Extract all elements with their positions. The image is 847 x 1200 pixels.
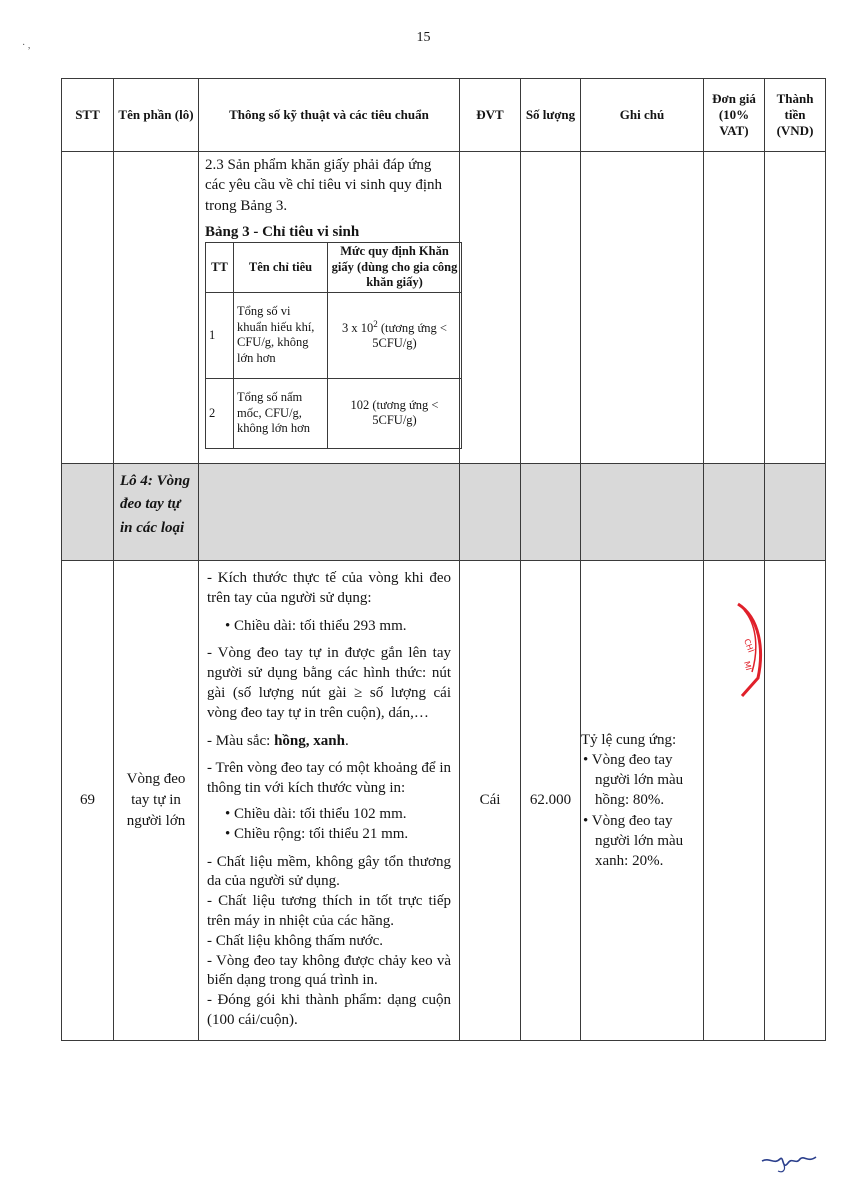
header-dvt: ĐVT	[460, 79, 521, 152]
section-23-text: 2.3 Sản phẩm khăn giấy phải đáp ứng các yêu cầu về chỉ tiêu vi sinh quy định trong Bảng 3.	[205, 157, 443, 214]
spec-line: - Chất liệu mềm, không gây tổn thương da của người sử dụng.	[207, 853, 451, 890]
lot-title: Lô 4: Vòng đeo tay tự in các loại	[114, 464, 199, 561]
header-ten-phan: Tên phần (lô)	[114, 79, 199, 152]
spec-line: - Đóng gói khi thành phẩm: dạng cuộn (100 cái/cuộn).	[207, 992, 451, 1028]
microbial-value: 102 (tương ứng < 5CFU/g)	[328, 378, 462, 448]
note-bullet: • Vòng đeo tay người lớn màu xanh: 20%.	[583, 812, 684, 870]
item-total	[765, 561, 826, 1041]
item-dvt: Cái	[460, 561, 521, 1041]
item-quantity: 62.000	[521, 561, 581, 1041]
header-row	[62, 79, 826, 152]
microbial-tt: 1	[206, 292, 234, 378]
svg-text:MI: MI	[742, 660, 754, 672]
lot-row	[62, 464, 826, 561]
spec-table	[61, 78, 826, 1041]
microbial-header-row	[206, 243, 462, 293]
item-stt: 69	[62, 561, 114, 1041]
microbial-name: Tổng số vi khuẩn hiếu khí, CFU/g, không lớn hơn	[234, 292, 328, 378]
page-number: 15	[416, 30, 431, 45]
microbial-row	[206, 292, 462, 378]
spec-color-line: - Màu sắc: hồng, xanh.	[207, 732, 349, 749]
header-thanh-tien: Thành tiền (VND)	[765, 79, 826, 152]
item-name: Vòng đeo tay tự in người lớn	[114, 561, 199, 1041]
note-title: Tỷ lệ cung ứng:	[581, 731, 677, 748]
continuation-row	[62, 152, 826, 464]
header-ghi-chu: Ghi chú	[581, 79, 704, 152]
spec-line: - Chất liệu không thấm nước.	[207, 932, 384, 949]
header-thong-so: Thông số kỹ thuật và các tiêu chuẩn	[199, 79, 460, 152]
spec-line: - Kích thước thực tế của vòng khi đeo trên tay của người sử dụng:	[207, 570, 451, 606]
section-23-cell	[199, 152, 460, 464]
table-3-title: Bảng 3 - Chỉ tiêu vi sinh	[205, 223, 360, 240]
spec-bullet: • Chiều dài: tối thiểu 293 mm.	[225, 617, 407, 634]
item-note	[581, 561, 704, 1041]
microbial-table	[205, 242, 462, 449]
item-spec	[199, 561, 460, 1041]
spec-line: - Trên vòng đeo tay có một khoảng để in thông tin với kích thước vùng in:	[207, 760, 451, 797]
microbial-col-level: Mức quy định Khăn giấy (dùng cho gia công khăn giấy)	[328, 243, 462, 293]
microbial-col-tt: TT	[206, 243, 234, 293]
svg-text:CHÍ: CHÍ	[742, 637, 756, 654]
handwritten-signature-icon	[760, 1145, 820, 1175]
red-seal-stamp-icon	[734, 600, 768, 700]
spec-bullet: • Chiều dài: tối thiểu 102 mm.	[225, 805, 407, 822]
note-bullet: • Vòng đeo tay người lớn màu hồng: 80%.	[583, 751, 684, 809]
corner-mark: · ,	[22, 40, 31, 51]
microbial-value: 3 x $10^2$ (tương ứng < 5CFU/g)	[328, 292, 462, 378]
header-so-luong: Số lượng	[521, 79, 581, 152]
spec-line: - Vòng đeo tay tự in được gắn lên tay người sử dụng bằng các hình thức: nút gài (số lượng nút gài ≥ số lượng cái vòng đeo tay tự in trên cuộn), dán,…	[207, 645, 451, 721]
spec-bullet: • Chiều rộng: tối thiểu 21 mm.	[225, 825, 409, 842]
microbial-name: Tổng số nấm mốc, CFU/g, không lớn hơn	[234, 378, 328, 448]
spec-line: - Chất liệu tương thích in tốt trực tiếp trên máy in nhiệt của các hãng.	[207, 893, 451, 929]
header-don-gia: Đơn giá (10% VAT)	[704, 79, 765, 152]
item-row	[62, 561, 826, 1041]
header-stt: STT	[62, 79, 114, 152]
spec-line: - Vòng đeo tay không được chảy keo và biến dạng trong quá trình in.	[207, 952, 451, 989]
microbial-col-name: Tên chỉ tiêu	[234, 243, 328, 293]
microbial-tt: 2	[206, 378, 234, 448]
microbial-row	[206, 378, 462, 448]
